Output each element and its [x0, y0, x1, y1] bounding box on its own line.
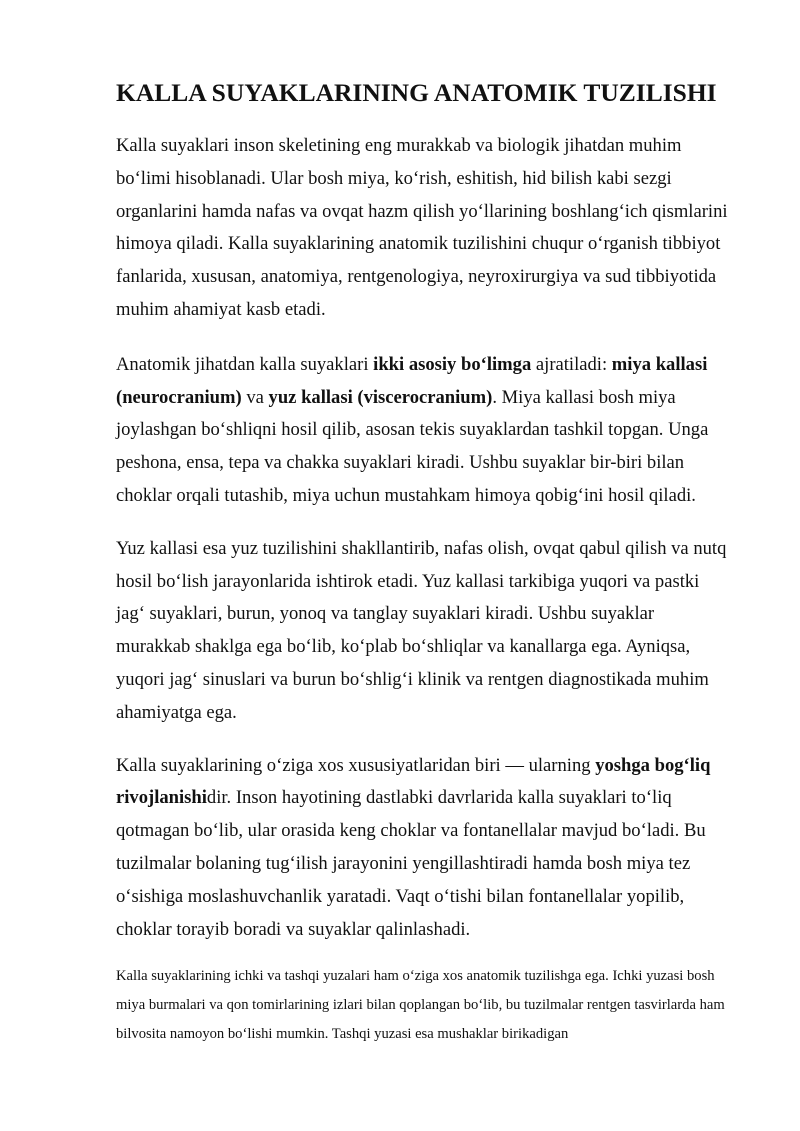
paragraph-divisions-text-2: ajratiladi:: [531, 353, 612, 375]
bold-two-main-parts: ikki asosiy bo‘limga: [373, 353, 532, 375]
bold-age-development: yoshga bog‘liq rivojlanishi: [116, 754, 711, 809]
document-body: [116, 72, 732, 1049]
paragraph-divisions-text-3: va: [241, 386, 269, 408]
paragraph-surfaces: Kalla suyaklarining ichki va tashqi yuzalari ham o‘ziga xos anatomik tuzilishga ega. Ichki yuzasi bosh miya burmalari va qon tomirlarining izlari bilan qoplangan bo‘lib, bu tuzilmalar rentgen tasvirlarda ham bilvosita namoyon bo‘lishi mumkin. Tashqi yuzasi esa mushaklar birikadigan: [116, 968, 725, 1043]
bold-viscerocranium: yuz kallasi (viscerocranium): [268, 386, 493, 408]
paragraph-facial-skull: Yuz kallasi esa yuz tuzilishini shakllantirib, nafas olish, ovqat qabul qilish va nutq hosil bo‘lish jarayonlarida ishtirok etadi. Yuz kallasi tarkibiga yuqori va pastki jag‘ suyaklari, burun, yonoq va tanglay suyaklari kiradi. Ushbu suyaklar murakkab shaklga ega bo‘lib, ko‘plab bo‘shliqlar va kanallarga ega. Ayniqsa, yuqori jag‘ sinuslari va burun bo‘shlig‘i klinik va rentgen diagnostikada muhim ahamiyatga ega.: [116, 537, 727, 723]
bold-neurocranium: miya kallasi (neurocranium): [116, 353, 708, 408]
paragraph-age-text-1: Kalla suyaklarining o‘ziga xos xususiyatlaridan biri — ularning: [116, 754, 596, 776]
paragraph-age-text-2: dir. Inson hayotining dastlabki davrlarida kalla suyaklari to‘liq qotmagan bo‘lib, ular orasida keng choklar va fontanellalar mavjud bo‘ladi. Bu tuzilmalar bolaning tug‘ilish jarayonini yengillashtiradi hamda bosh miya tez o‘sishiga moslashuvchanlik yaratadi. Vaqt o‘tishi bilan fontanellalar yopilib, choklar torayib boradi va suyaklar qalinlashadi.: [116, 787, 706, 940]
paragraph-divisions-text-4: . Miya kallasi bosh miya joylashgan bo‘shliqni hosil qilib, asosan tekis suyaklardan tashkil topgan. Unga peshona, ensa, tepa va chakka suyaklari kiradi. Ushbu suyaklar bir-biri bilan choklar orqali tutashib, miya uchun mustahkam himoya qobig‘ini hosil qiladi.: [116, 386, 709, 506]
paragraph-intro: Kalla suyaklari inson skeletining eng murakkab va biologik jihatdan muhim bo‘limi hisoblanadi. Ular bosh miya, ko‘rish, eshitish, hid bilish kabi sezgi organlarini hamda nafas va ovqat hazm qilish yo‘llarining boshlang‘ich qismlarini himoya qiladi. Kalla suyaklarining anatomik tuzilishini chuqur o‘rganish tibbiyot fanlarida, xususan, anatomiya, rentgenologiya, neyroxirurgiya va sud tibbiyotida muhim ahamiyat kasb etadi.: [116, 135, 728, 320]
document-title: KALLA SUYAKLARINING ANATOMIK TUZILISHI: [116, 78, 717, 107]
paragraph-divisions: [116, 349, 732, 513]
paragraph-age-development: [116, 750, 732, 947]
paragraph-divisions-text-1: Anatomik jihatdan kalla suyaklari: [116, 353, 374, 375]
